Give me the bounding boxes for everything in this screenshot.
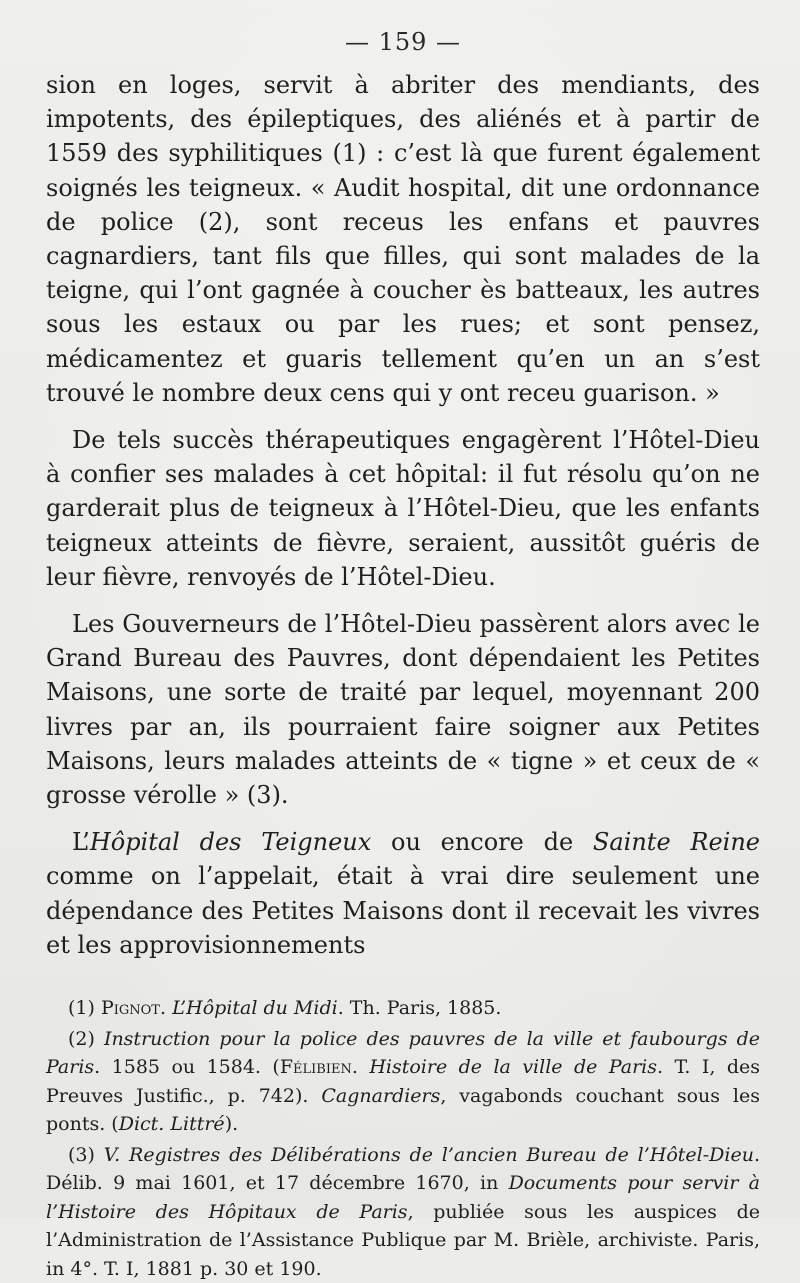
footnote-1: [46, 994, 760, 1023]
footnote-3-text-a: . Délib. 9 mai 1601, et 17 décembre 1670, in: [46, 1143, 760, 1195]
paragraph-2: De tels succès thérapeutiques engagèrent l’Hôtel-Dieu à confier ses malades à cet hôpital: il fut résolu qu’on ne garderait plus de teigneux à l’Hôtel-Dieu, que les enfants teigneux atteints de fièvre, seraient, aussitôt guéris de leur fièvre, renvoyés de l’Hôtel-Dieu.: [46, 426, 760, 591]
footnote-2-term: Cagnardiers: [321, 1084, 441, 1107]
footnote-3-title-2: Documents pour servir à l’Histoire des Hôpitaux de Paris: [46, 1172, 760, 1223]
footnotes: [46, 994, 760, 1283]
footnote-2-text-a: . 1585 ou 1584. (: [94, 1056, 280, 1079]
hospital-name: Hôpital des Teigneux: [89, 828, 372, 857]
footnote-2-number: (2): [68, 1027, 104, 1050]
saint-name: Sainte Reine: [592, 828, 760, 857]
footnote-1-number: (1): [68, 997, 101, 1020]
footnote-2-title: Instruction pour la police des pauvres de la ville et faubourgs de Paris: [46, 1027, 761, 1079]
footnote-2: [46, 1025, 760, 1139]
footnote-2-title-2: Histoire de la ville de Paris: [369, 1056, 657, 1079]
footnote-2-text-c: . T. I, des Preuves Justific., p. 742).: [46, 1056, 760, 1107]
main-text: [46, 68, 760, 962]
paragraph-4: [46, 825, 760, 962]
paragraph-4-mid: ou encore de: [371, 828, 593, 857]
footnote-3-number: (3): [68, 1143, 104, 1166]
footnote-1-text-a: .: [159, 997, 173, 1020]
footnote-1-author: Pignot: [100, 997, 160, 1020]
paragraph-4-start: L’: [72, 828, 90, 857]
footnote-1-text-b: . Th. Paris, 1885.: [337, 997, 502, 1020]
footnote-2-ref: Dict. Littré: [118, 1113, 225, 1136]
footnote-3: [46, 1141, 760, 1283]
footnote-2-text-b: .: [351, 1056, 370, 1079]
footnote-2-author: Félibien: [279, 1056, 352, 1079]
paragraph-3: Les Gouverneurs de l’Hôtel-Dieu passèrent alors avec le Grand Bureau des Pauvres, dont dépendaient les Petites Maisons, une sorte de traité par lequel, moyennant 200 livres par an, ils pourraient faire soigner aux Petites Maisons, leurs malades atteints de « tigne » et ceux de « grosse vérolle » (3).: [46, 610, 760, 810]
footnote-2-text-d: , vagabonds couchant sous les ponts. (: [46, 1084, 760, 1136]
paragraph-1: sion en loges, servit à abriter des mendiants, des impotents, des épileptiques, des aliénés et à partir de 1559 des syphilitiques (1) : c’est là que furent également soignés les teigneux. « Audit hospital, dit une ordonnance de police (2), sont receus les enfans et pauvres cagnardiers, tant fils que filles, qui sont malades de la teigne, qui l’ont gagnée à coucher ès batteaux, les autres sous les estaux ou par les rues; et sont pensez, médicamentez et guaris tellement qu’en un an s’est trouvé le nombre deux cens qui y ont receu guarison. »: [46, 71, 760, 407]
paragraph-4-end: comme on l’appelait, était à vrai dire seulement une dépendance des Petites Maisons dont il recevait les vivres et les approvisionnements: [46, 862, 760, 959]
footnote-3-title: V. Registres des Délibérations de l’ancien Bureau de l’Hôtel-Dieu: [103, 1143, 754, 1166]
footnote-2-text-e: ).: [224, 1113, 239, 1136]
footnote-1-title: L’Hôpital du Midi: [172, 997, 338, 1020]
footnote-3-text-b: , publiée sous les auspices de l’Administration de l’Assistance Publique par M. Brièle, archiviste. Paris, in 4°. T. I, 1881 p. 30 et 190.: [46, 1200, 760, 1280]
page-number: — 159 —: [344, 28, 462, 56]
